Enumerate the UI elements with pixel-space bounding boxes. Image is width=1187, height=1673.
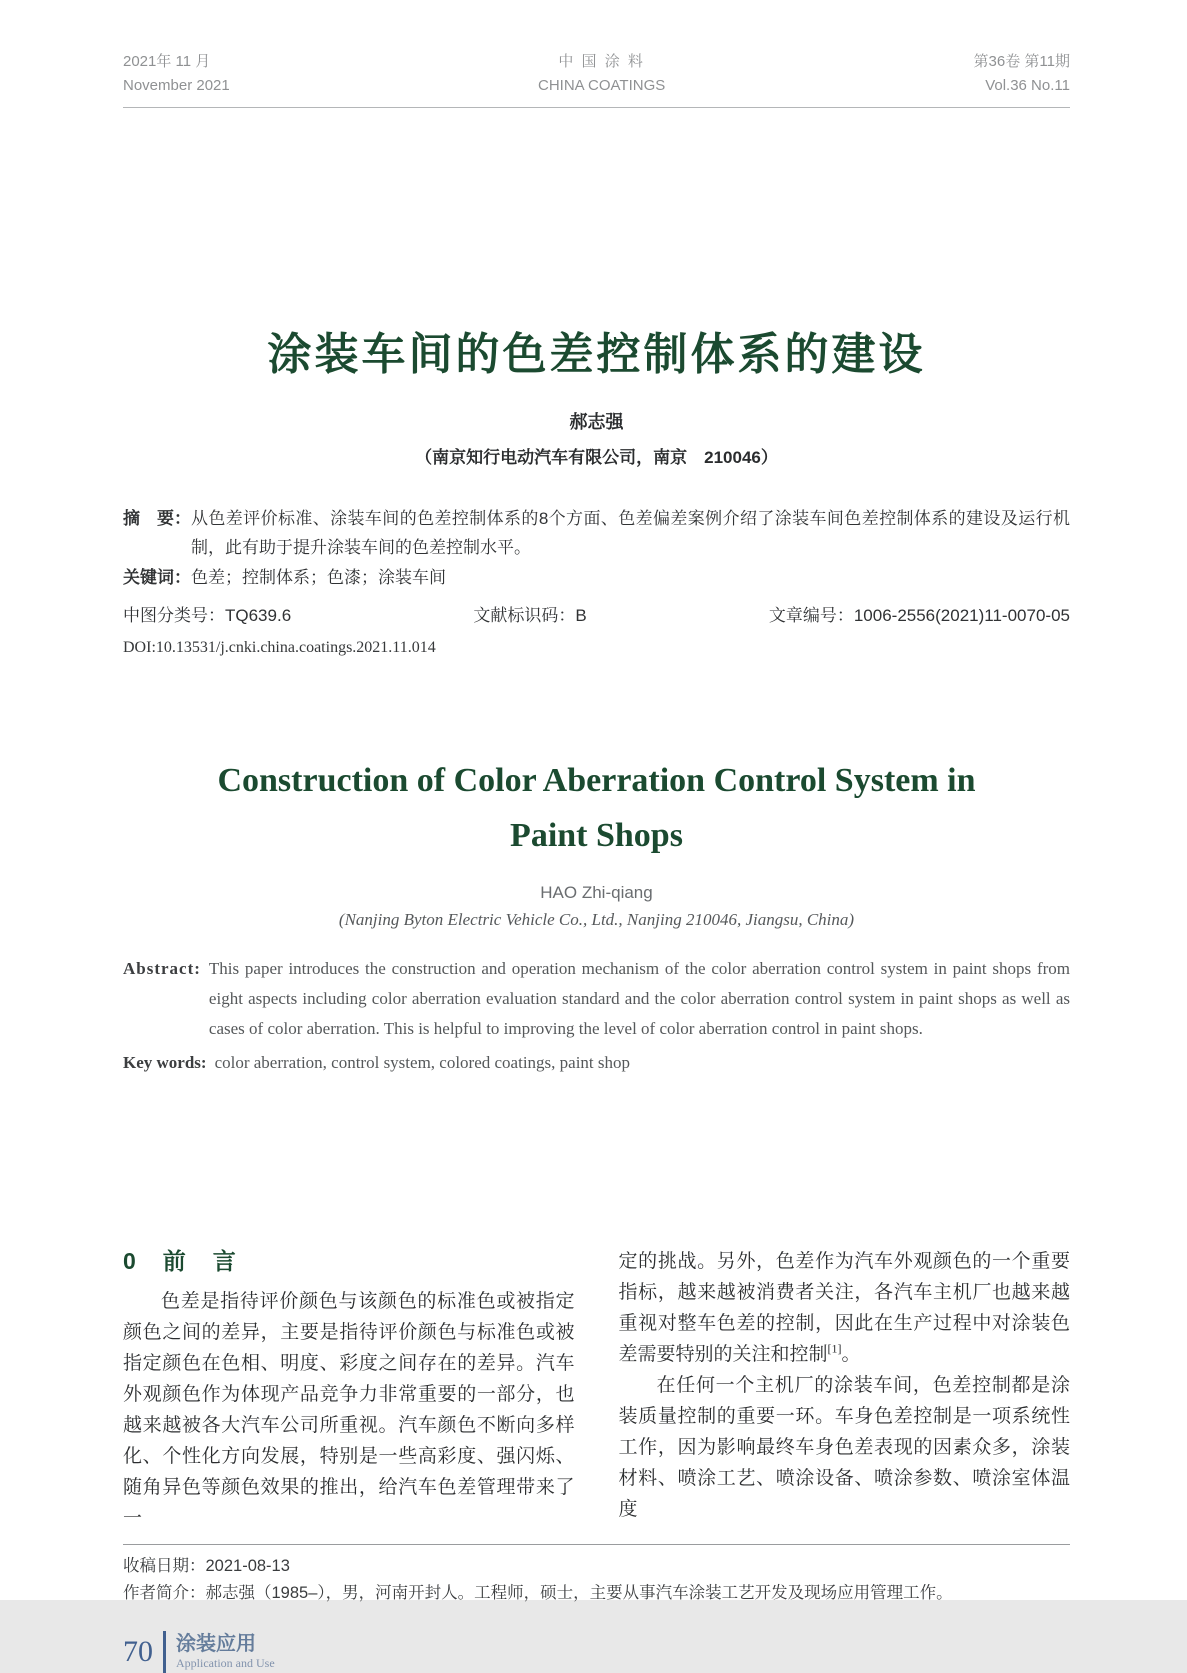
footer-section — [176, 1633, 275, 1671]
abstract-cn-text: 从色差评价标准、涂装车间的色差控制体系的8个方面、色差偏差案例介绍了涂装车间色差控制体系的建设及运行机制，此有助于提升涂装车间的色差控制水平。 — [191, 509, 1070, 557]
title-en-line1: Construction of Color Aberration Control System in — [217, 762, 976, 799]
right-p1-text: 定的挑战。另外，色差作为汽车外观颜色的一个重要指标，越来越被消费者关注，各汽车主机厂也越来越重视对整车色差的控制，因此在生产过程中对涂装色差需要特别的关注和控制 — [618, 1251, 1070, 1365]
journal-name-en: CHINA COATINGS — [538, 77, 666, 94]
keywords-cn-label: 关键词： — [123, 568, 191, 587]
section-0-heading: 0 前 言 — [123, 1248, 238, 1274]
author-bio: 作者简介：郝志强（1985–），男，河南开封人。工程师，硕士，主要从事汽车涂装工艺开发及现场应用管理工作。 — [123, 1584, 953, 1602]
keywords-cn-text: 色差；控制体系；色漆；涂装车间 — [191, 568, 446, 587]
classification-line — [123, 601, 1070, 626]
clc-number: 中图分类号：TQ639.6 — [123, 606, 292, 625]
article-title-en — [123, 753, 1070, 863]
body-paragraph-right-2: 在任何一个主机厂的涂装车间，色差控制都是涂装质量控制的重要一环。车身色差控制是一项系统性工作，因为影响最终车身色差表现的因素众多，涂装材料、喷涂工艺、喷涂设备、喷涂参数、喷涂室体温度 — [618, 1375, 1070, 1520]
abstract-cn — [123, 504, 1070, 562]
footer-section-en: Application and Use — [176, 1656, 275, 1670]
header-date — [123, 50, 230, 98]
keywords-en-label: Key words: — [123, 1053, 207, 1072]
document-code: 文献标识码：B — [473, 606, 587, 625]
citation-ref-1: [1] — [827, 1341, 842, 1356]
footer-divider-bar — [163, 1631, 166, 1673]
affiliation-cn: （南京知行电动汽车有限公司，南京 210046） — [415, 448, 778, 467]
journal-header — [123, 50, 1070, 108]
keywords-cn — [123, 563, 1070, 592]
abstract-en-text: This paper introduces the construction and operation mechanism of the color aberration control system in paint shops from eight aspects including color aberration evaluation standard and the color aberration control system in paint shops as well as cases of color aberration. This is helpful to improving the level of color aberration control in paint shops. — [208, 959, 1070, 1038]
keywords-en — [123, 1048, 1070, 1078]
affiliation-en: (Nanjing Byton Electric Vehicle Co., Ltd., Nanjing 210046, Jiangsu, China) — [338, 910, 855, 929]
header-journal-name — [538, 50, 665, 98]
title-en-line2: Paint Shops — [510, 817, 683, 854]
issue-cn: 第36卷 第11期 — [973, 53, 1070, 70]
page-footer — [123, 1631, 1070, 1673]
article-title-cn: 涂装车间的色差控制体系的建设 — [267, 330, 926, 379]
article-body — [123, 1246, 1070, 1534]
right-p1-end: 。 — [841, 1344, 861, 1365]
author-cn: 郝志强 — [569, 412, 624, 432]
body-paragraph-right-1 — [619, 1246, 1071, 1370]
abstract-en — [123, 954, 1070, 1044]
body-column-right — [619, 1246, 1071, 1534]
page-number: 70 — [123, 1635, 153, 1668]
author-en: HAO Zhi-qiang — [540, 883, 653, 902]
article-id: 文章编号：1006-2556(2021)11-0070-05 — [768, 606, 1070, 625]
body-paragraph-left: 色差是指待评价颜色与该颜色的标准色或被指定颜色之间的差异，主要是指待评价颜色与标准色或被指定颜色在色相、明度、彩度之间存在的差异。汽车外观颜色作为体现产品竞争力非常重要的一部分，也越来越被各大汽车公司所重视。汽车颜色不断向多样化、个性化方向发展，特别是一些高彩度、强闪烁、随角异色等颜色效果的推出，给汽车色差管理带来了一 — [123, 1291, 575, 1529]
doi: DOI:10.13531/j.cnki.china.coatings.2021.11.014 — [123, 639, 436, 656]
body-column-left — [123, 1246, 575, 1534]
abstract-cn-label: 摘 要： — [123, 509, 191, 528]
received-date: 收稿日期：2021-08-13 — [123, 1557, 290, 1575]
abstract-en-label: Abstract: — [123, 959, 201, 978]
footnote — [123, 1544, 1070, 1607]
header-date-en: November 2021 — [123, 77, 230, 94]
journal-name-cn: 中 国 涂 料 — [558, 53, 645, 70]
keywords-en-text: color aberration, control system, colored coatings, paint shop — [214, 1053, 631, 1072]
issue-en: Vol.36 No.11 — [985, 77, 1070, 94]
header-date-cn: 2021年 11 月 — [123, 53, 211, 70]
header-issue — [974, 50, 1070, 98]
footer-section-cn: 涂装应用 — [176, 1633, 256, 1655]
